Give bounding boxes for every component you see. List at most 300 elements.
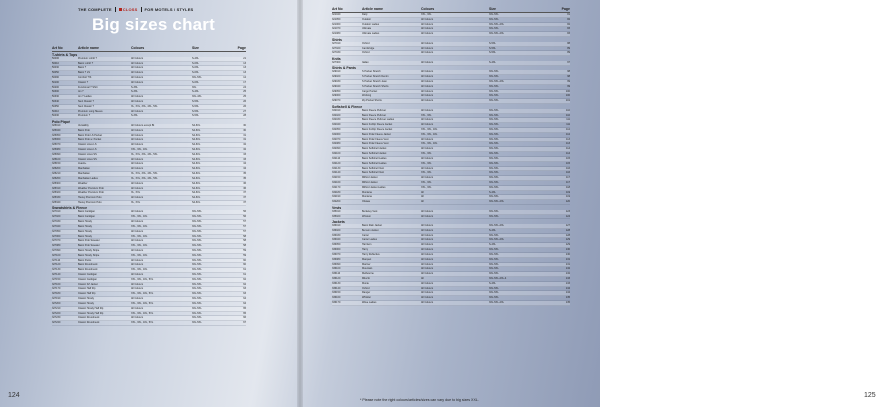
size-cell: 3XL-5XL xyxy=(489,171,499,175)
colours-cell: All Colours xyxy=(421,60,434,64)
page-cell: 58 xyxy=(243,239,246,243)
page-cell: 34 xyxy=(243,167,246,171)
page-cell: 131 xyxy=(565,262,570,266)
article-name-cell: Winston xyxy=(362,214,372,218)
article-name-cell: Basic ? xyxy=(78,66,87,70)
page-cell: 33 xyxy=(243,152,246,156)
col-article-name: Article name xyxy=(362,7,384,11)
article-name-cell: Basic Hoody xyxy=(78,220,93,224)
art-no-cell: 329070 xyxy=(332,99,341,103)
article-name-cell: Basic t-shirt ? xyxy=(78,61,94,65)
article-name-cell: Classic Lines SS xyxy=(78,157,97,161)
page-cell: 81 xyxy=(567,13,570,16)
art-no-cell: 332020 xyxy=(332,113,341,117)
page-cell: 120 xyxy=(565,200,570,204)
page-cell: 83 xyxy=(567,27,570,31)
page-cell: 61 xyxy=(243,273,246,276)
size-cell: 3XL-5XL xyxy=(192,229,202,233)
colours-cell: All Colours xyxy=(131,282,144,286)
art-no-cell: 336010 xyxy=(332,224,341,227)
page-cell: 31 xyxy=(243,133,246,137)
size-cell: S-6XL xyxy=(192,61,199,65)
page-cell: 101 xyxy=(565,99,570,103)
page-cell: 35 xyxy=(243,172,246,176)
article-name-cell: Basic Hoody Stripe xyxy=(78,253,100,257)
art-no-cell: 332010 xyxy=(332,108,341,112)
colours-cell: All Colours xyxy=(131,186,144,190)
colours-cell: XXL, 3XL, 4XL xyxy=(131,244,148,248)
colours-cell: XXL, 3XL, 4XL, 5XL xyxy=(131,321,154,325)
col-colours: Colours xyxy=(421,7,435,11)
article-name-cell: Basic Polar Fleece Vest xyxy=(362,137,389,141)
colours-cell: All Colours xyxy=(131,100,144,103)
page-cell: 30 xyxy=(243,128,246,132)
article-name-cell: Milford Jacket xyxy=(362,180,378,184)
colours-cell: XXL, 3XL, 4XL, 5XL xyxy=(131,277,154,281)
art-no-cell: 332160 xyxy=(332,180,341,184)
size-cell: 3XL-5XL xyxy=(192,215,202,219)
colours-cell: All Colours xyxy=(421,233,434,237)
page-cell: 129 xyxy=(565,238,570,242)
art-no-cell: 329010 xyxy=(332,70,341,74)
size-cell: 3XL-5XL xyxy=(192,282,202,286)
art-no-cell: 332080 xyxy=(332,142,341,146)
table-row xyxy=(52,321,246,326)
page-cell: 116 xyxy=(566,166,570,170)
art-no-cell: 325210 xyxy=(52,172,61,176)
page-cell: 110 xyxy=(566,108,570,112)
colours-cell: All Colours xyxy=(421,209,434,213)
col-article-name: Article name xyxy=(78,46,100,50)
article-name-cell: Basic Fullzip Fleece Jacket xyxy=(362,128,393,131)
colours-cell: All Colours xyxy=(421,248,434,252)
colours-cell: All Colours xyxy=(421,301,434,304)
size-cell: 3XL-5XL xyxy=(192,244,202,248)
colours-cell: All xyxy=(421,195,424,199)
page-cell: 89 xyxy=(567,51,570,55)
art-no-cell: 327110 xyxy=(52,258,61,262)
art-no-cell: 327020 xyxy=(332,46,341,50)
art-no-cell: 332180 xyxy=(332,190,341,194)
colours-cell: XL, XXL, 3XL, 4XL, 5XL xyxy=(131,104,158,108)
page-cell: 115 xyxy=(566,156,570,160)
colours-cell: All Colours xyxy=(131,162,144,166)
article-name-cell: Monte xyxy=(362,281,369,285)
page-cell: 13 xyxy=(243,66,246,70)
art-no-cell: 327050 xyxy=(52,229,61,233)
article-name-cell: Heavy Premium Polo xyxy=(78,200,102,204)
art-no-cell: 321050 xyxy=(332,17,341,21)
page-title: Big sizes chart xyxy=(92,15,215,34)
size-cell: S4-6XL xyxy=(192,123,201,127)
size-cell: S-5XL xyxy=(192,104,199,108)
art-no-cell: 325260 xyxy=(52,176,61,180)
size-cell: 3XL-5XL xyxy=(489,286,499,290)
colours-cell: All Colours xyxy=(421,51,434,55)
section-title: Softshell & Fleece xyxy=(332,104,363,109)
colours-cell: All Colours xyxy=(421,156,434,160)
article-name-cell: Wave Ladies xyxy=(362,301,377,304)
article-name-cell: Basic ? LS xyxy=(78,71,90,75)
page-cell: 114 xyxy=(566,147,570,151)
colours-cell: XXL, 3XL, 4XL, 5XL xyxy=(131,292,154,296)
article-name-cell: Outdoor Ladies xyxy=(362,22,380,26)
article-name-cell: Basic Fleece Pullover Ladies xyxy=(362,118,395,122)
art-no-cell: 332140 xyxy=(332,171,341,175)
colours-cell: All Colours xyxy=(421,214,434,218)
article-name-cell: Basic Softshell Jacket xyxy=(362,152,387,156)
article-name-cell: Manhattan Ladies xyxy=(78,176,98,180)
article-name-cell: Cargo Pocket xyxy=(362,89,378,93)
size-cell: 3XL-5XL xyxy=(192,306,202,310)
size-cell: S-5XL xyxy=(192,114,199,118)
size-cell: 3XL-5XL xyxy=(489,94,499,98)
article-name-cell: S Pocket Stretch Shorts xyxy=(362,84,389,88)
colours-cell: All Colours xyxy=(131,306,144,310)
article-name-cell: Basic Polo xyxy=(78,128,90,132)
page-cell: 58 xyxy=(243,244,246,248)
article-name-cell: Milford Jacket Ladies xyxy=(362,185,386,189)
art-no-cell: 321060 xyxy=(332,22,341,26)
page-cell: 99 xyxy=(567,84,570,88)
article-name-cell: Basic Polar Fleece Jacket xyxy=(362,132,391,136)
article-name-cell: Functional ? Shirt xyxy=(78,85,98,89)
colours-cell: XXL, 3XL, 4XL xyxy=(421,142,438,146)
article-name-cell: Basic Cardigan xyxy=(78,210,95,214)
art-no-cell: 332150 xyxy=(332,176,341,180)
colours-cell: S-3XL xyxy=(131,114,138,118)
colours-cell: All Colours xyxy=(131,157,144,161)
size-cell: S-4XL xyxy=(489,190,496,194)
size-cell: 3XL-5XL xyxy=(192,263,202,267)
size-cell: S-6XL xyxy=(192,71,199,75)
section-title: Shirts xyxy=(332,37,342,42)
page-cell: 63 xyxy=(243,292,246,296)
colours-cell: XXL, 3XL xyxy=(421,13,432,16)
page-cell: 117 xyxy=(566,176,570,180)
page-cell: 33 xyxy=(243,157,246,161)
size-cell: 3XL-5XL-4XL-4 xyxy=(489,276,507,280)
page-cell: 127 xyxy=(565,224,570,227)
colours-cell: XXL, 3XL, 4XL xyxy=(131,224,148,228)
colours-cell: All Colours xyxy=(421,243,434,247)
art-no-cell: 327190 xyxy=(52,297,61,301)
art-no-cell: 327200 xyxy=(52,301,61,305)
size-cell: S-4XL xyxy=(192,56,199,60)
article-name-cell: Basic Polo w. Pocket xyxy=(78,138,102,142)
size-cell: S-5XL xyxy=(192,109,199,113)
size-cell: S4-6XL xyxy=(192,191,201,195)
article-name-cell: Basic Softshell Ladies xyxy=(362,156,387,160)
art-no-cell: 325050 xyxy=(52,133,61,137)
section-title: Knits xyxy=(332,56,341,61)
article-name-cell: Basic Fullzip Fleece Jacket xyxy=(362,123,393,127)
art-no-cell: 327030 xyxy=(52,220,61,224)
art-no-cell: 50006 xyxy=(52,56,59,60)
colours-cell: XXL, 3XL, 4XL, 5XL xyxy=(131,301,154,305)
page-cell: 97 xyxy=(567,60,570,64)
colours-cell: All Colours xyxy=(421,80,434,83)
page-cell: 111 xyxy=(566,123,570,127)
art-no-cell: 332090 xyxy=(332,147,341,151)
colours-cell: All Colours xyxy=(131,167,144,171)
article-name-cell: Classic Cardigan xyxy=(78,277,97,281)
colours-cell: S-3XL xyxy=(131,90,138,94)
art-no-cell: 327100 xyxy=(52,253,61,257)
size-cell: 3XL-5XL xyxy=(489,123,499,127)
article-name-cell: Avanti+ xyxy=(78,162,87,166)
section-title: Shirts & Pants xyxy=(332,66,356,71)
page-cell: 13 xyxy=(243,71,246,75)
article-name-cell: Classic Lines LS xyxy=(78,148,97,151)
colours-cell: XXL, 3XL, 4XL xyxy=(131,234,148,238)
article-name-cell: Classic Hoody Half Zip xyxy=(78,311,104,315)
article-name-cell: Marquet xyxy=(362,257,372,261)
article-name-cell: Ultimate xyxy=(362,27,372,31)
size-cell: 3XL-5XL xyxy=(192,297,202,301)
colours-cell: XXL, 3XL xyxy=(421,161,432,165)
colours-cell: XL, XXL xyxy=(131,200,141,204)
table-body xyxy=(332,13,570,306)
colours-cell: All Colours xyxy=(131,210,144,214)
brand-logo xyxy=(119,7,138,12)
art-no-cell: 336150 xyxy=(332,291,341,295)
page-cell: 116 xyxy=(566,171,570,175)
article-name-cell: Carter Ladies xyxy=(362,238,378,242)
size-cell: 3XL-5XL xyxy=(489,195,499,199)
article-name-cell: Zip Pocket Shorts xyxy=(362,99,382,103)
page-cell: 64 xyxy=(243,301,246,305)
colours-cell: All Colours xyxy=(421,108,434,112)
article-name-cell: Weather Premium Polo xyxy=(78,186,104,190)
section-title: Vests xyxy=(332,205,342,210)
brand-left-text: THE COMPLETE xyxy=(78,7,112,12)
page-cell: 132 xyxy=(565,272,570,276)
size-cell: S4-6XL xyxy=(192,152,201,156)
colours-cell: All Colours xyxy=(421,118,434,122)
colours-cell: All Colours xyxy=(131,56,144,60)
art-no-cell: 336160 xyxy=(332,296,341,300)
colours-cell: All xyxy=(421,200,424,204)
size-cell: 3XL-5XL xyxy=(192,210,202,214)
footnote: * Please note the right colours/articles/sizes can vary due to big sizes XXL. xyxy=(360,398,479,402)
colours-cell: All Colours xyxy=(421,262,434,266)
art-no-cell: 50340 xyxy=(52,100,59,103)
colours-cell: XL, XXL, 3XL, 4XL, 5XL xyxy=(131,152,158,156)
page-cell: 129 xyxy=(565,243,570,247)
art-no-cell: 325340 xyxy=(52,200,61,204)
article-name-cell: Ion ? Ladies xyxy=(78,95,92,99)
size-cell: S-4XL xyxy=(489,60,496,64)
size-cell: S4-6XL xyxy=(192,162,201,166)
colours-cell: All Colours xyxy=(131,95,144,99)
page-cell: 132 xyxy=(565,267,570,271)
size-cell: 3XL-5XL xyxy=(192,301,202,305)
size-cell: 3XL-5XL xyxy=(489,166,499,170)
article-name-cell: Comfort ?/S xyxy=(78,75,92,79)
article-name-cell: Basic Softshell Ladies xyxy=(362,161,387,165)
page-cell: 30 xyxy=(243,123,246,127)
colours-cell: XXL, 3XL xyxy=(421,180,432,184)
art-no-cell: 327210 xyxy=(52,306,61,310)
art-no-cell: 336170 xyxy=(332,301,341,304)
page-cell: 112 xyxy=(566,132,570,136)
article-name-cell: Harrison xyxy=(362,243,372,247)
page-cell: 100 xyxy=(565,94,570,98)
section-rows xyxy=(52,210,246,326)
article-name-cell: Harry Reflective xyxy=(362,252,380,256)
page-cell: 135 xyxy=(565,301,570,304)
page-cell: 62 xyxy=(243,282,246,286)
article-name-cell: Benson Jacket xyxy=(362,228,379,232)
colours-cell: XXL, 3XL xyxy=(421,185,432,189)
art-no-cell: 327150 xyxy=(52,277,61,281)
article-name-cell: S Pocket Stretch Denim xyxy=(362,75,389,79)
colours-cell: All Colours xyxy=(421,228,434,232)
colours-cell: XXL, 3XL, 4XL xyxy=(131,215,148,219)
article-name-cell: Basic Polo LS Pocket xyxy=(78,133,102,137)
colours-cell: All Colours xyxy=(131,71,144,75)
section-title: T-shirts & Tops xyxy=(52,52,78,57)
brand-header xyxy=(78,7,193,12)
page-cell: 36 xyxy=(243,181,246,185)
size-cell: 3XL-5XL xyxy=(192,316,202,320)
size-cell: 3XL-5XL xyxy=(489,84,499,88)
article-name-cell: Carter xyxy=(362,233,369,237)
size-cell: 3XL-5XL xyxy=(489,152,499,156)
size-cell: 3XL-5XL xyxy=(489,248,499,252)
colours-cell: All Colours xyxy=(421,123,434,127)
section-rows xyxy=(332,224,570,306)
colours-cell: All Colours xyxy=(131,61,144,65)
page-cell: 133 xyxy=(565,276,570,280)
size-cell: 3XL-4XL xyxy=(192,95,202,99)
article-name-cell: Classic Cardigan xyxy=(78,273,97,276)
size-cell: 3XL-5XL xyxy=(489,128,499,131)
article-name-cell: Classic Half Zip xyxy=(78,287,96,291)
art-no-cell: 332100 xyxy=(332,152,341,156)
art-no-cell: 336030 xyxy=(332,233,341,237)
colours-cell: All Colours xyxy=(421,94,434,98)
page-cell: 111 xyxy=(566,118,570,122)
art-no-cell: 327080 xyxy=(52,244,61,248)
art-no-cell: 50030 xyxy=(52,66,59,70)
page-cell: 115 xyxy=(566,161,570,165)
art-no-cell: 332060 xyxy=(332,132,341,136)
page-cell: 60 xyxy=(243,263,246,267)
art-no-cell: 50100 xyxy=(52,80,59,84)
page-cell: 17 xyxy=(243,80,246,84)
art-no-cell: 50010 xyxy=(52,61,59,65)
article-name-cell: Basic Fleece Pullover xyxy=(362,113,387,117)
colours-cell: All Colours xyxy=(131,263,144,267)
article-name-cell: Italian xyxy=(362,60,369,64)
article-name-cell: Montana xyxy=(362,190,372,194)
art-no-cell: 50050 xyxy=(52,71,59,75)
colours-cell: All Colours xyxy=(131,109,144,113)
colours-cell: XXL, 3XL, 4XL xyxy=(421,128,438,131)
art-no-cell: 332040 xyxy=(332,123,341,127)
page-cell: 130 xyxy=(565,248,570,252)
article-name-cell: Premium ? xyxy=(78,114,91,118)
article-name-cell: Heavy Premium Polo xyxy=(78,196,102,200)
size-cell: 3XL-5XL xyxy=(192,321,202,325)
size-table-left xyxy=(52,46,246,326)
size-cell: 3XL-5XL xyxy=(489,99,499,103)
size-cell: 3XL-5XL xyxy=(489,113,499,117)
art-no-cell: 327070 xyxy=(52,239,61,243)
page-cell: 118 xyxy=(566,185,570,189)
article-name-cell: Next Classic ? xyxy=(78,100,94,103)
article-name-cell: Ion ? xyxy=(78,90,84,94)
size-cell: 3XL-5XL xyxy=(192,239,202,243)
size-cell: 3XL-5XL xyxy=(489,272,499,276)
section-rows xyxy=(332,13,570,37)
colours-cell: All Colours xyxy=(131,220,144,224)
article-name-cell: Melbourne xyxy=(362,272,374,276)
page-number-right: 125 xyxy=(864,392,876,399)
section-rows xyxy=(332,109,570,205)
size-cell: 3XL-5XL xyxy=(489,132,499,136)
size-cell: 3XL-5XL-4XL xyxy=(489,32,505,36)
page-cell: 82 xyxy=(567,22,570,26)
article-name-cell: Outdoor xyxy=(362,17,372,21)
art-no-cell: 327010 xyxy=(332,41,341,45)
colours-cell: XXL, 3XL, 4XL xyxy=(131,148,148,151)
art-no-cell: 329040 xyxy=(332,84,341,88)
article-name-cell: Basic Polo Sweater xyxy=(78,239,100,243)
article-name-cell: Basic Softshell Jacket xyxy=(362,147,387,151)
colours-cell: All Colours except Bt xyxy=(131,123,155,127)
art-no-cell: 332130 xyxy=(332,166,341,170)
colours-cell: All Colours xyxy=(131,138,144,142)
colours-cell: All Colours xyxy=(421,147,434,151)
page-cell: 36 xyxy=(243,186,246,190)
page-cell: 110 xyxy=(566,113,570,117)
colours-cell: All xyxy=(421,276,424,280)
colours-cell: All Colours xyxy=(421,17,434,21)
colours-cell: All Colours xyxy=(421,99,434,103)
art-no-cell: 327060 xyxy=(52,234,61,238)
col-page: Page xyxy=(561,7,570,11)
page-cell: 88 xyxy=(567,41,570,45)
size-cell: 3XL-5XL xyxy=(489,17,499,21)
art-no-cell: 325070 xyxy=(52,143,61,147)
colours-cell: All Colours xyxy=(131,80,144,84)
size-cell: 3XL-5XL xyxy=(192,253,202,257)
colours-cell: XXL, 3XL, 4XL xyxy=(131,268,148,272)
colours-cell: XXL, 3XL xyxy=(421,113,432,117)
page-cell: 98 xyxy=(567,75,570,79)
size-cell: 3XL-5XL xyxy=(192,248,202,252)
colours-cell: All Colours xyxy=(421,89,434,93)
colours-cell: All Colours xyxy=(131,143,144,147)
size-cell: 3XL-5XL xyxy=(192,75,202,79)
page-cell: 57 xyxy=(243,229,246,233)
colours-cell: All Colours xyxy=(131,273,144,276)
art-no-cell: 325080 xyxy=(52,148,61,151)
colours-cell: All Colours xyxy=(421,267,434,271)
article-name-cell: Classic Hoody xyxy=(78,301,94,305)
size-cell: S4-6XL xyxy=(192,128,201,132)
colours-cell: All Colours xyxy=(421,224,434,227)
size-cell: 3XL-5XL xyxy=(489,296,499,300)
size-cell: 3XL-5XL-4XL xyxy=(489,200,505,204)
brand-divider xyxy=(141,7,142,12)
article-name-cell: Basic Polar Fleece Vest xyxy=(362,142,389,146)
art-no-cell: 321080 xyxy=(332,32,341,36)
article-name-cell: Basic Polo Sweater xyxy=(78,244,100,248)
